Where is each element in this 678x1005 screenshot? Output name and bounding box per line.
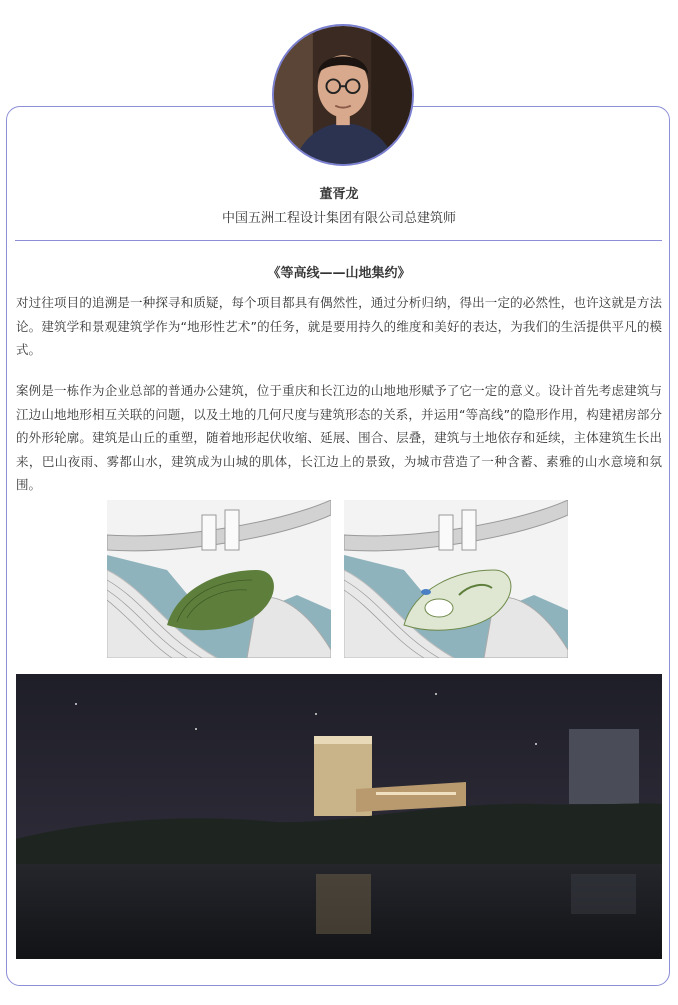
site-diagram-image (344, 500, 568, 658)
site-diagram-image (107, 500, 331, 658)
author-avatar (272, 24, 414, 166)
author-position: 中国五洲工程设计集团有限公司总建筑师 (221, 211, 456, 226)
article-paragraph: 案例是一栋作为企业总部的普通办公建筑，位于重庆和长江边的山地地形赋予了它一定的意义。设计首先考虑建筑与江边山地地形相互关联的问题，以及土地的几何尺度与建筑形态的关系，并运用“等高线”的隐形作用，构建裙房部分的外形轮廓。建筑是山丘的重塑，随着地形起伏收缩、延展、围合、层叠，建筑与土地依存和延续，主体建筑生长出来，巴山夜雨、雾都山水，建筑成为山城的肌体，长江边上的景致，为城市营造了一种含蓄、素雅的山水意境和氛围。 (16, 383, 662, 492)
article-paragraph: 对过往项目的追溯是一种探寻和质疑，每个项目都具有偶然性，通过分析归纳，得出一定的必然性，也许这就是方法论。建筑学和景观建筑学作为“地形性艺术”的任务，就是要用持久的维度和美好的表达，为我们的生活提供平凡的模式。 (16, 295, 662, 357)
night-rendering-image (16, 674, 662, 959)
author-name: 董胥龙 (319, 187, 359, 202)
section-divider (15, 240, 662, 241)
article-title: 《等高线——山地集约》 (267, 266, 411, 281)
avatar-photo (274, 26, 412, 164)
